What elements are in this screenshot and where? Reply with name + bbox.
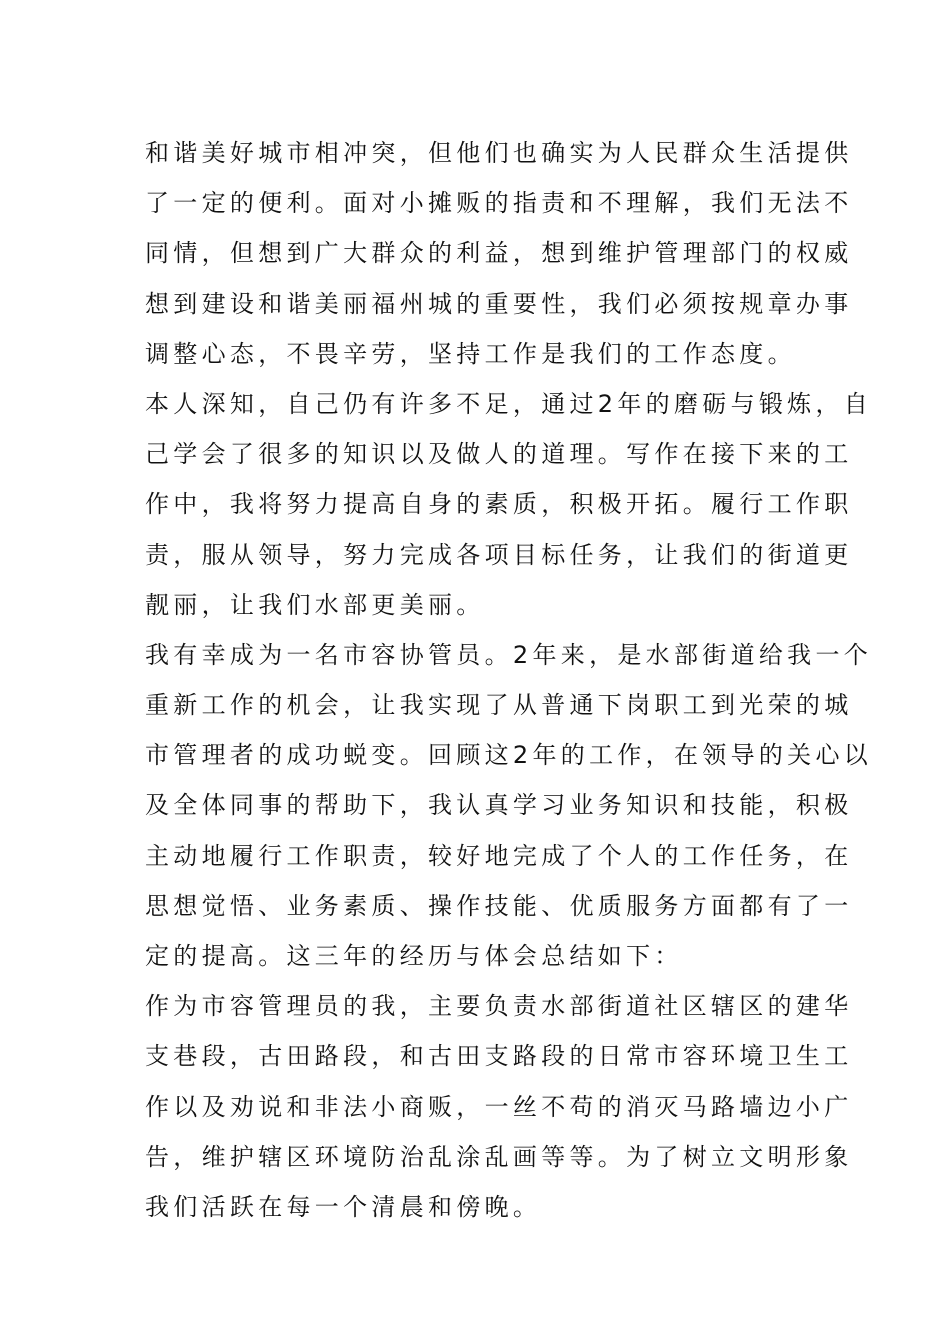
text-line: 定的提高。这三年的经历与体会总结如下： bbox=[145, 942, 683, 970]
text-line: 告，维护辖区环境防治乱涂乱画等等。为了树立文明形象 bbox=[145, 1142, 853, 1171]
text-line: 主动地履行工作职责，较好地完成了个人的工作任务，在 bbox=[145, 841, 853, 870]
text-line: 调整心态，不畏辛劳，坚持工作是我们的工作态度。 bbox=[145, 339, 796, 368]
body-text bbox=[145, 128, 873, 1232]
text-line: 市管理者的成功蜕变。回顾这2年的工作，在领导的关心以 bbox=[145, 741, 873, 770]
text-line: 了一定的便利。面对小摊贩的指责和不理解，我们无法不 bbox=[145, 189, 853, 218]
text-line: 支巷段，古田路段，和古田支路段的日常市容环境卫生工 bbox=[145, 1042, 853, 1071]
text-line: 己学会了很多的知识以及做人的道理。写作在接下来的工 bbox=[145, 440, 853, 469]
text-line: 我们活跃在每一个清晨和傍晚。 bbox=[145, 1192, 542, 1221]
text-line: 作中，我将努力提高自身的素质，积极开拓。履行工作职 bbox=[145, 490, 853, 519]
text-line: 靓丽，让我们水部更美丽。 bbox=[145, 590, 485, 619]
text-line: 同情，但想到广大群众的利益，想到维护管理部门的权威 bbox=[145, 239, 853, 268]
text-line: 重新工作的机会，让我实现了从普通下岗职工到光荣的城 bbox=[145, 691, 853, 720]
text-line: 责，服从领导，努力完成各项目标任务，让我们的街道更 bbox=[145, 540, 853, 569]
text-line: 作以及劝说和非法小商贩，一丝不苟的消灭马路墙边小广 bbox=[145, 1092, 853, 1121]
text-line: 及全体同事的帮助下，我认真学习业务知识和技能，积极 bbox=[145, 791, 853, 820]
text-line: 想到建设和谐美丽福州城的重要性，我们必须按规章办事 bbox=[145, 289, 853, 318]
text-line: 我有幸成为一名市容协管员。2年来，是水部街道给我一个 bbox=[145, 640, 873, 669]
text-line: 作为市容管理员的我，主要负责水部街道社区辖区的建华 bbox=[145, 992, 853, 1021]
text-line: 思想觉悟、业务素质、操作技能、优质服务方面都有了一 bbox=[145, 891, 853, 920]
text-line: 和谐美好城市相冲突，但他们也确实为人民群众生活提供 bbox=[145, 139, 853, 167]
text-line: 本人深知，自己仍有许多不足，通过2年的磨砺与锻炼，自 bbox=[145, 389, 873, 418]
